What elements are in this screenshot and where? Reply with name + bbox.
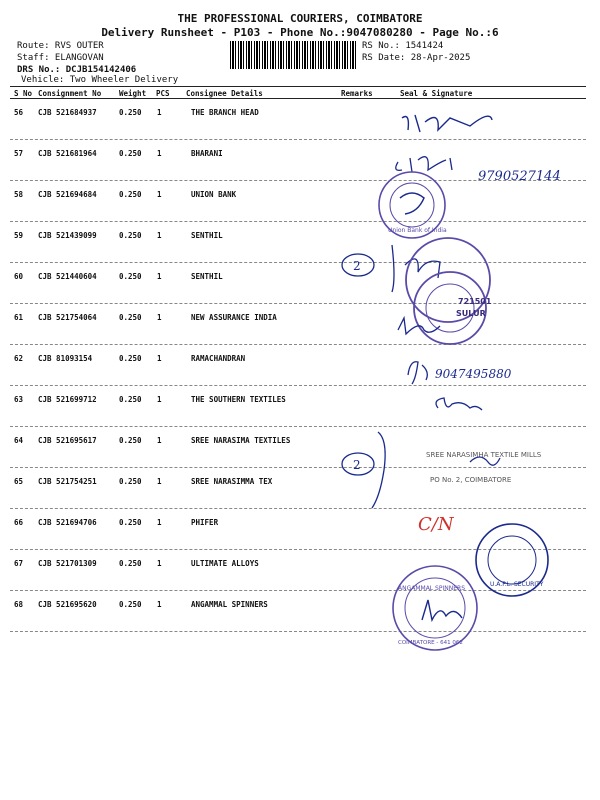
row-weight: 0.250 [119, 313, 142, 322]
rs-number: RS No.: 1541424 [362, 41, 444, 51]
svg-text:Union Bank of India: Union Bank of India [388, 227, 447, 234]
row-weight: 0.250 [119, 190, 142, 199]
svg-text:COIMBATORE - 641 062: COIMBATORE - 641 062 [398, 640, 463, 646]
remark-count-2: 2 [353, 458, 361, 472]
table-row [10, 140, 586, 181]
row-weight: 0.250 [119, 354, 142, 363]
table-row [10, 99, 586, 140]
svg-text:721501: 721501 [458, 297, 492, 306]
row-sno: 63 [14, 395, 24, 404]
row-sno: 56 [14, 108, 24, 117]
row-pcs: 1 [157, 518, 162, 527]
table-row [10, 222, 586, 263]
col-header-consignee: Consignee Details [186, 89, 263, 98]
svg-text:SULUR: SULUR [456, 309, 486, 318]
row-consignment-no: CJB 521699712 [38, 395, 97, 404]
row-sno: 64 [14, 436, 24, 445]
row-sno: 57 [14, 149, 24, 158]
col-header-sno: S No [14, 89, 33, 98]
handwritten-phone: 9790527144 [478, 169, 561, 184]
col-header-pcs: PCS [156, 89, 170, 98]
row-consignment-no: CJB 521695617 [38, 436, 97, 445]
table-row [10, 550, 586, 591]
row-consignee: ULTIMATE ALLOYS [191, 559, 259, 568]
row-consignee: THE SOUTHERN TEXTILES [191, 395, 286, 404]
table-row [10, 591, 586, 632]
vehicle-label: Vehicle: Two Wheeler Delivery [21, 75, 179, 85]
row-pcs: 1 [157, 313, 162, 322]
row-consignee: SREE NARASIMMA TEX [191, 477, 273, 486]
col-header-consignment: Consignment No [38, 89, 102, 98]
remark-count-1: 2 [353, 259, 361, 273]
row-consignee: NEW ASSURANCE INDIA [191, 313, 277, 322]
row-consignment-no: CJB 521681964 [38, 149, 97, 158]
row-pcs: 1 [157, 600, 162, 609]
row-consignment-no: CJB 521701309 [38, 559, 97, 568]
row-pcs: 1 [157, 354, 162, 363]
row-weight: 0.250 [119, 518, 142, 527]
row-consignee: RAMACHANDRAN [191, 354, 246, 363]
handwritten-phone-2: 9047495880 [435, 367, 512, 381]
row-consignee: THE BRANCH HEAD [191, 108, 259, 117]
staff-label: Staff: ELANGOVAN [17, 53, 104, 63]
row-pcs: 1 [157, 231, 162, 240]
col-header-remarks: Remarks [341, 89, 373, 98]
svg-text:PO No. 2, COIMBATORE: PO No. 2, COIMBATORE [430, 476, 512, 484]
row-weight: 0.250 [119, 231, 142, 240]
table-row [10, 345, 586, 386]
row-consignment-no: CJB 521684937 [38, 108, 97, 117]
table-row [10, 304, 586, 345]
row-consignee: BHARANI [191, 149, 223, 158]
row-consignment-no: CJB 521440604 [38, 272, 97, 281]
row-weight: 0.250 [119, 436, 142, 445]
row-weight: 0.250 [119, 108, 142, 117]
row-sno: 67 [14, 559, 24, 568]
row-consignee: PHIFER [191, 518, 219, 527]
svg-text:U.A.P.L. SECURITY: U.A.P.L. SECURITY [490, 581, 544, 588]
runsheet-subtitle: Delivery Runsheet - P103 - Phone No.:9047080280 - Page No.:6 [101, 26, 499, 39]
row-sno: 61 [14, 313, 24, 322]
row-sno: 60 [14, 272, 24, 281]
row-pcs: 1 [157, 190, 162, 199]
row-weight: 0.250 [119, 559, 142, 568]
row-consignee: ANGAMMAL SPINNERS [191, 600, 268, 609]
row-sno: 59 [14, 231, 24, 240]
cn-mark: C/N [418, 514, 454, 535]
row-consignee: SENTHIL [191, 231, 223, 240]
row-separator [10, 631, 586, 632]
row-consignee: SREE NARASIMA TEXTILES [191, 436, 291, 445]
row-weight: 0.250 [119, 477, 142, 486]
row-sno: 58 [14, 190, 24, 199]
row-sno: 62 [14, 354, 24, 363]
row-consignment-no: CJB 521694684 [38, 190, 97, 199]
drs-number: DRS No.: DCJB154142406 [17, 65, 137, 75]
table-row [10, 263, 586, 304]
row-weight: 0.250 [119, 395, 142, 404]
table-row [10, 181, 586, 222]
row-pcs: 1 [157, 108, 162, 117]
row-consignee: SENTHIL [191, 272, 223, 281]
row-consignee: UNION BANK [191, 190, 237, 199]
svg-text:ANGAMMAL SPINNERS: ANGAMMAL SPINNERS [398, 585, 465, 592]
table-row [10, 386, 586, 427]
row-weight: 0.250 [119, 149, 142, 158]
row-consignment-no: CJB 521754064 [38, 313, 97, 322]
row-weight: 0.250 [119, 272, 142, 281]
row-pcs: 1 [157, 559, 162, 568]
header-rule-top [10, 86, 586, 87]
row-consignment-no: CJB 81093154 [38, 354, 93, 363]
svg-text:SREE NARASIMHA TEXTILE MILLS: SREE NARASIMHA TEXTILE MILLS [426, 451, 542, 459]
row-consignment-no: CJB 521695620 [38, 600, 97, 609]
company-title: THE PROFESSIONAL COURIERS, COIMBATORE [177, 12, 423, 25]
row-weight: 0.250 [119, 600, 142, 609]
barcode [230, 41, 358, 69]
row-consignment-no: CJB 521754251 [38, 477, 97, 486]
route-label: Route: RVS OUTER [17, 41, 104, 51]
rs-date: RS Date: 28-Apr-2025 [362, 53, 471, 63]
col-header-weight: Weight [119, 89, 147, 98]
table-row [10, 509, 586, 550]
row-sno: 68 [14, 600, 24, 609]
col-header-seal: Seal & Signature [400, 89, 473, 98]
row-sno: 66 [14, 518, 24, 527]
row-pcs: 1 [157, 477, 162, 486]
table-row [10, 427, 586, 468]
row-pcs: 1 [157, 436, 162, 445]
row-sno: 65 [14, 477, 24, 486]
row-pcs: 1 [157, 395, 162, 404]
table-row [10, 468, 586, 509]
row-pcs: 1 [157, 272, 162, 281]
row-pcs: 1 [157, 149, 162, 158]
row-consignment-no: CJB 521694706 [38, 518, 97, 527]
row-consignment-no: CJB 521439099 [38, 231, 97, 240]
